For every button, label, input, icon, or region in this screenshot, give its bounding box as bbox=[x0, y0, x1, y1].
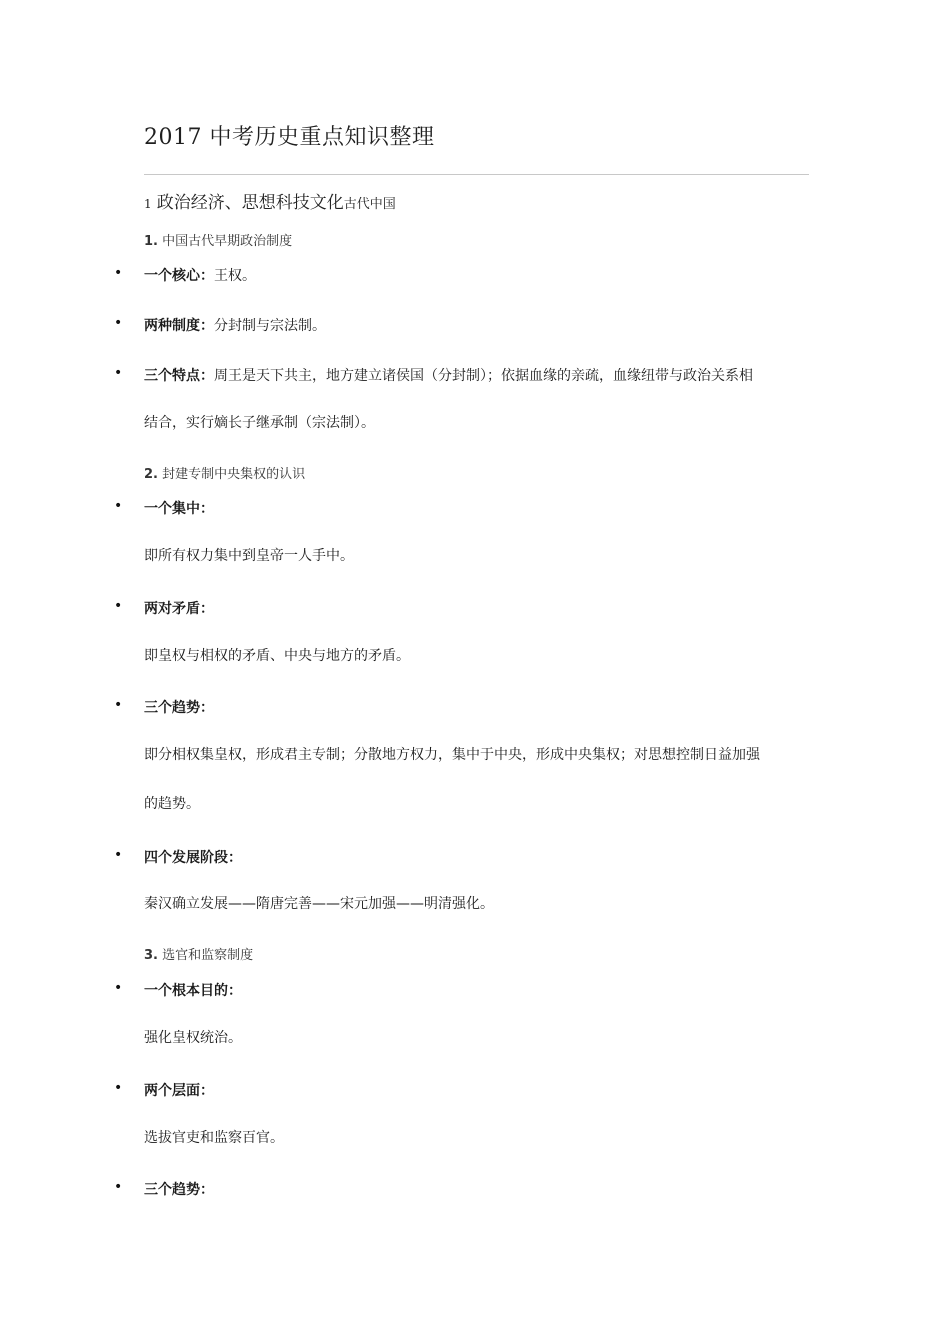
section-title: 选官和监察制度 bbox=[162, 948, 254, 963]
item-label: 一个集中： bbox=[144, 501, 214, 517]
bullet-icon: • bbox=[114, 847, 123, 863]
item-label: 三个趋势： bbox=[144, 1182, 214, 1198]
list-item bbox=[144, 847, 242, 867]
item-label: 一个核心： bbox=[144, 268, 214, 284]
bullet-icon: • bbox=[114, 365, 123, 381]
item-description: 即皇权与相权的矛盾、中央与地方的矛盾。 bbox=[144, 648, 410, 664]
section-title: 封建专制中央集权的认识 bbox=[162, 467, 306, 482]
list-item bbox=[144, 365, 753, 385]
item-label: 三个趋势： bbox=[144, 700, 214, 716]
bullet-icon: • bbox=[114, 697, 123, 713]
item-description-continuation: 的趋势。 bbox=[144, 796, 200, 812]
list-item bbox=[144, 598, 214, 618]
bullet-icon: • bbox=[114, 980, 123, 996]
list-item bbox=[144, 1179, 214, 1199]
section-heading-2 bbox=[144, 463, 305, 482]
section-heading-3 bbox=[144, 944, 253, 963]
item-description: 即所有权力集中到皇帝一人手中。 bbox=[144, 548, 354, 564]
item-label: 两个层面： bbox=[144, 1083, 214, 1099]
section-number: 3. bbox=[144, 948, 158, 963]
list-item bbox=[144, 265, 256, 285]
list-item bbox=[144, 498, 214, 518]
document-title: 2017 中考历史重点知识整理 bbox=[144, 125, 435, 150]
list-item bbox=[144, 1080, 214, 1100]
bullet-icon: • bbox=[114, 498, 123, 514]
item-description: 选拔官吏和监察百官。 bbox=[144, 1130, 284, 1146]
chapter-title: 政治经济、思想科技文化 bbox=[156, 193, 344, 213]
bullet-icon: • bbox=[114, 1080, 123, 1096]
section-heading-1 bbox=[144, 230, 292, 249]
item-text: 分封制与宗法制。 bbox=[214, 318, 326, 334]
bullet-icon: • bbox=[114, 1179, 123, 1195]
bullet-icon: • bbox=[114, 265, 123, 281]
title-divider bbox=[144, 174, 809, 175]
item-label: 一个根本目的： bbox=[144, 983, 242, 999]
item-label: 两对矛盾： bbox=[144, 601, 214, 617]
section-number: 2. bbox=[144, 467, 158, 482]
list-item bbox=[144, 980, 242, 1000]
item-description: 强化皇权统治。 bbox=[144, 1030, 242, 1046]
bullet-icon: • bbox=[114, 315, 123, 331]
item-text: 周王是天下共主，地方建立诸侯国（分封制）；依据血缘的亲疏，血缘纽带与政治关系相 bbox=[214, 368, 753, 384]
item-description: 即分相权集皇权，形成君主专制；分散地方权力，集中于中央，形成中央集权；对思想控制日益加强 bbox=[144, 747, 760, 763]
item-label: 四个发展阶段： bbox=[144, 850, 242, 866]
item-description: 秦汉确立发展——隋唐完善——宋元加强——明清强化。 bbox=[144, 896, 494, 912]
list-item bbox=[144, 697, 214, 717]
item-label: 两种制度： bbox=[144, 318, 214, 334]
list-item bbox=[144, 315, 326, 335]
item-continuation: 结合，实行嫡长子继承制（宗法制）。 bbox=[144, 415, 375, 431]
item-text: 王权。 bbox=[214, 268, 256, 284]
bullet-icon: • bbox=[114, 598, 123, 614]
section-title: 中国古代早期政治制度 bbox=[162, 234, 293, 249]
chapter-subtitle: 古代中国 bbox=[343, 197, 396, 212]
chapter-number: 1 bbox=[144, 197, 152, 211]
item-label: 三个特点： bbox=[144, 368, 214, 384]
chapter-heading bbox=[144, 188, 396, 213]
section-number: 1. bbox=[144, 234, 158, 249]
